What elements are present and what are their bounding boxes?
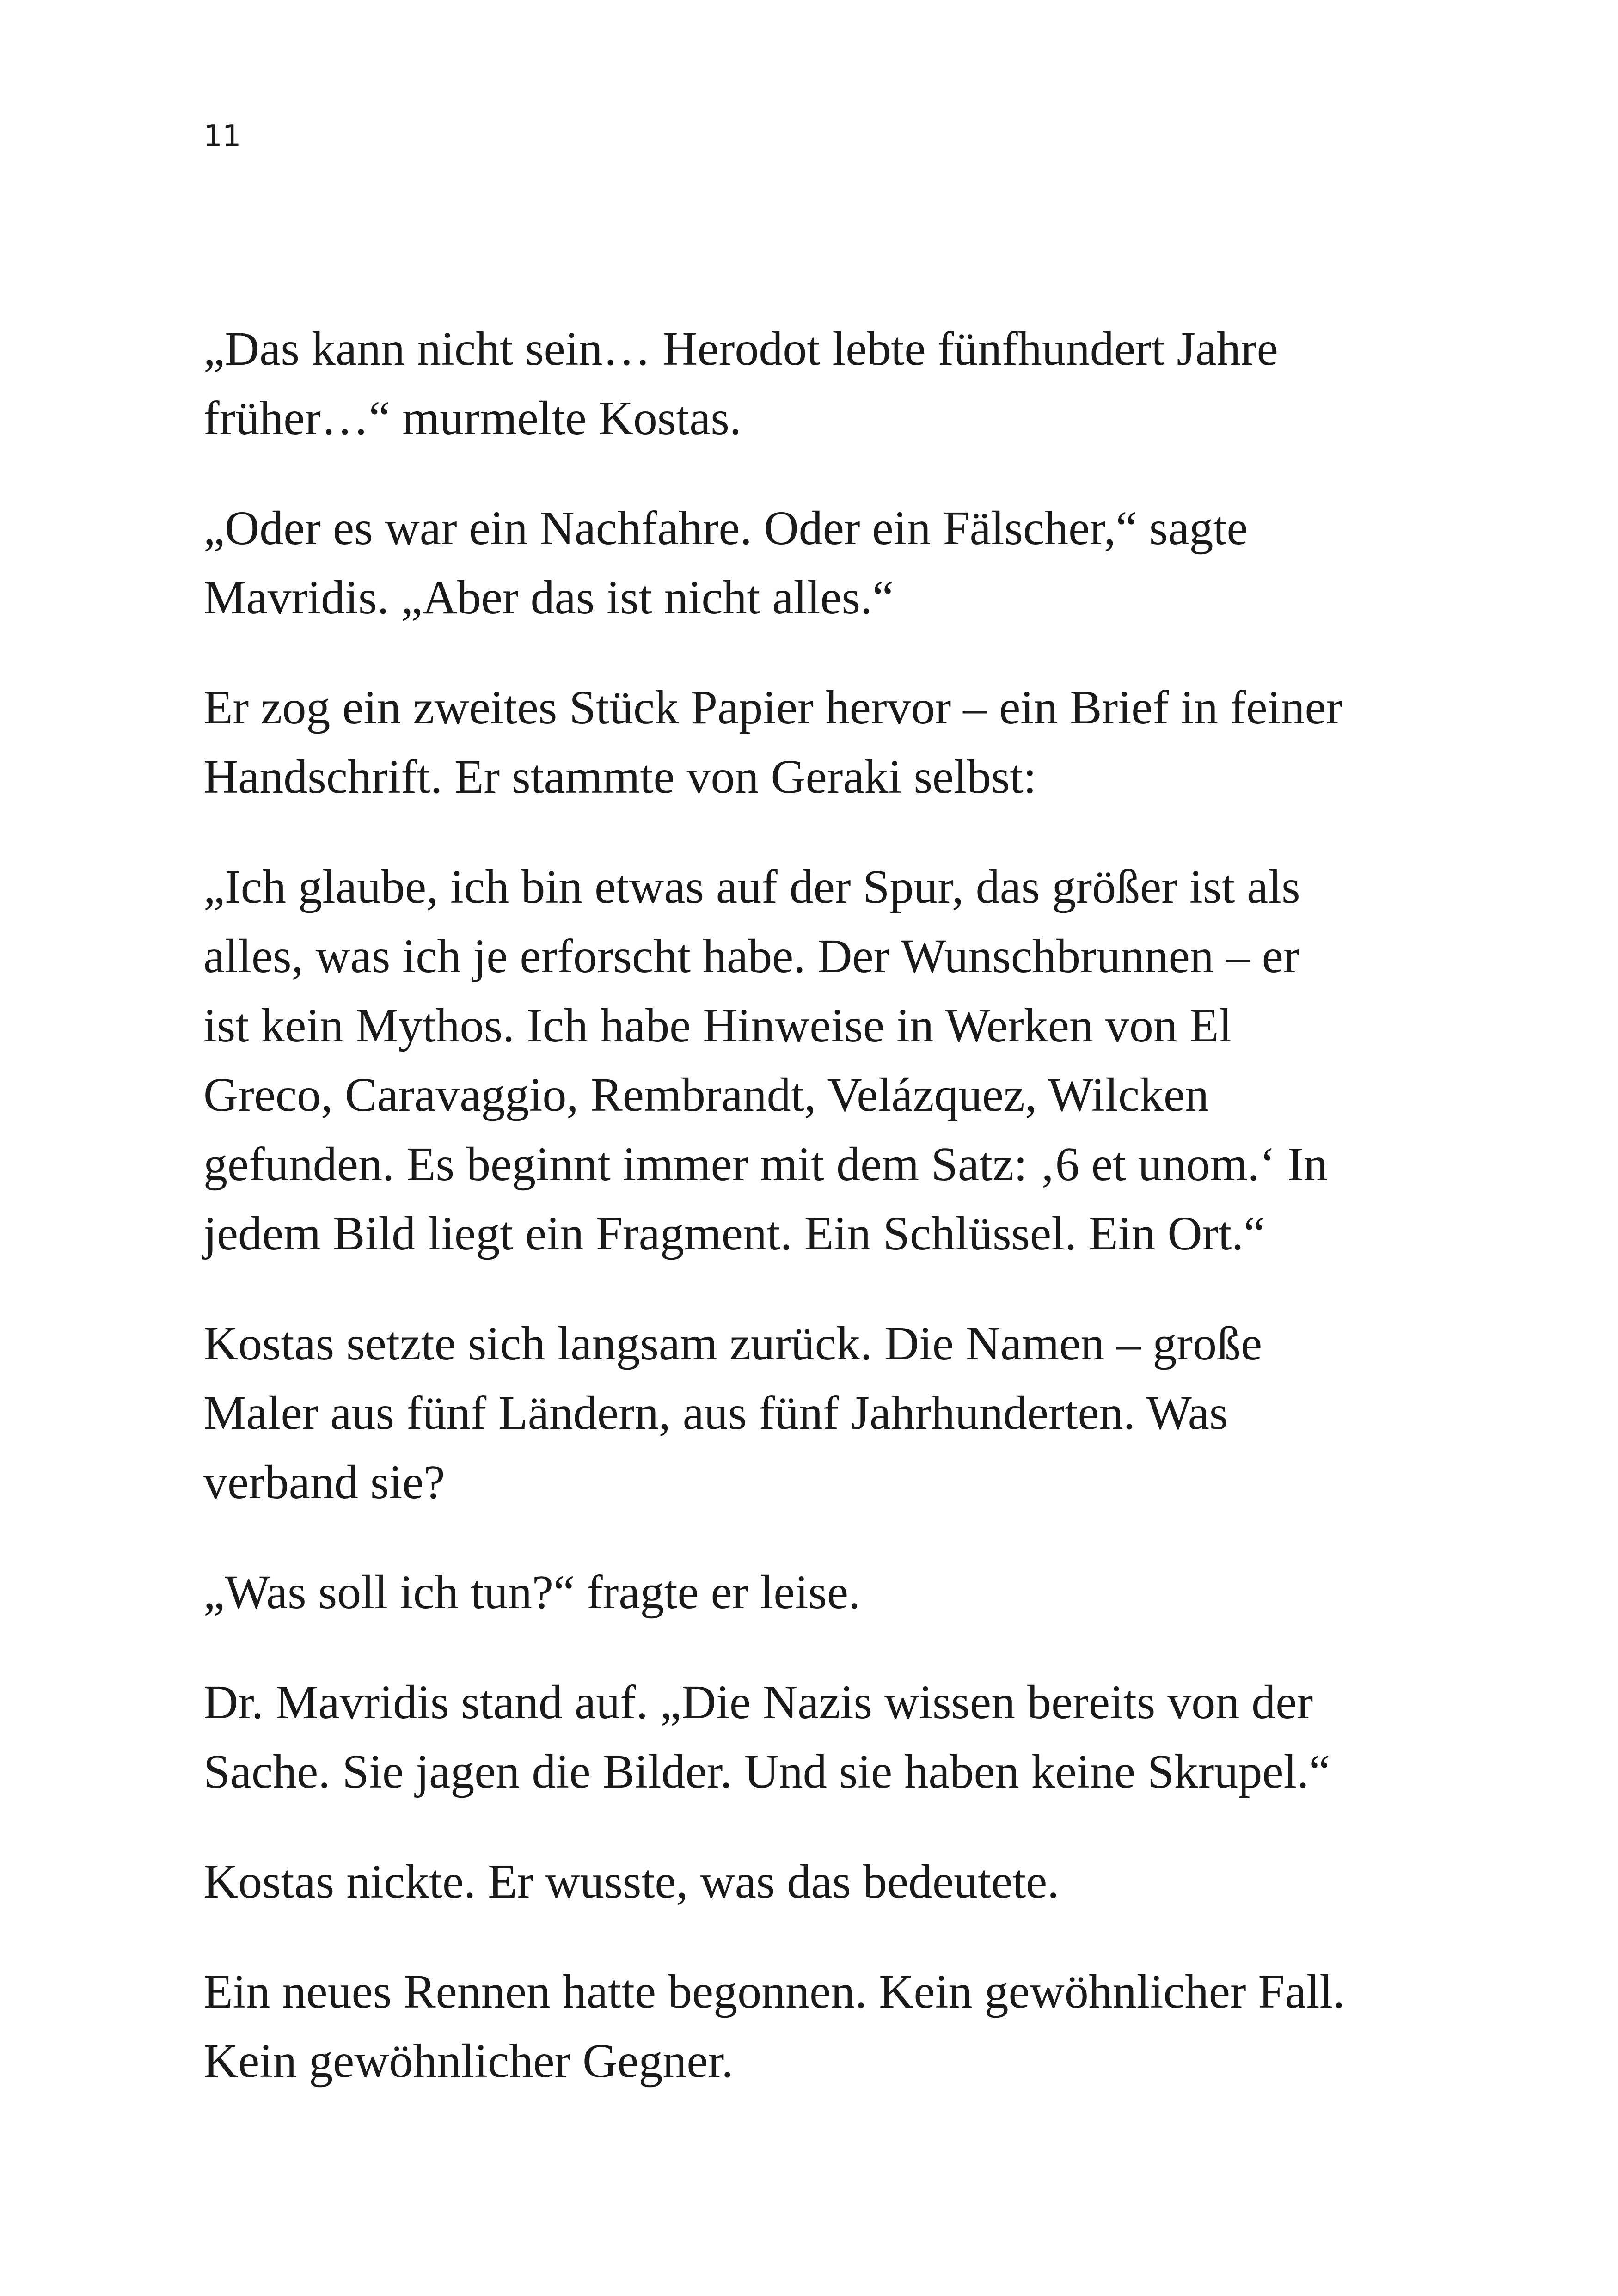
text-line: Er zog ein zweites Stück Papier hervor – ein Brief in feiner (203, 681, 1342, 734)
text-line: „Das kann nicht sein… Herodot lebte fünfhundert Jahre (203, 322, 1278, 375)
paragraph (203, 1309, 1489, 1517)
body-text (203, 314, 1489, 2137)
text-line: alles, was ich je erforscht habe. Der Wunschbrunnen – er (203, 930, 1299, 983)
text-line: Mavridis. „Aber das ist nicht alles.“ (203, 571, 894, 624)
text-line: Maler aus fünf Ländern, aus fünf Jahrhunderten. Was (203, 1386, 1228, 1439)
text-line: gefunden. Es beginnt immer mit dem Satz: ‚6 et unom.‘ In (203, 1138, 1328, 1191)
text-line: Ein neues Rennen hatte begonnen. Kein gewöhnlicher Fall. (203, 1965, 1345, 2018)
text-line: „Oder es war ein Nachfahre. Oder ein Fälscher,“ sagte (203, 502, 1248, 555)
page-number: 11 (203, 119, 241, 153)
text-line: Kein gewöhnlicher Gegner. (203, 2034, 734, 2088)
text-line: Kostas setzte sich langsam zurück. Die Namen – große (203, 1317, 1263, 1370)
paragraph (203, 494, 1489, 632)
text-line: Dr. Mavridis stand auf. „Die Nazis wissen bereits von der (203, 1676, 1313, 1729)
text-line: verband sie? (203, 1456, 445, 1509)
text-line: Kostas nickte. Er wusste, was das bedeutete. (203, 1855, 1060, 1908)
paragraph (203, 1558, 1489, 1627)
paragraph (203, 1957, 1489, 2096)
text-line: früher…“ murmelte Kostas. (203, 392, 742, 445)
paragraph (203, 673, 1489, 812)
text-line: Greco, Caravaggio, Rembrandt, Velázquez, Wilcken (203, 1068, 1209, 1121)
text-line: jedem Bild liegt ein Fragment. Ein Schlüssel. Ein Ort.“ (203, 1207, 1265, 1260)
paragraph (203, 314, 1489, 453)
text-line: „Ich glaube, ich bin etwas auf der Spur, das größer ist als (203, 860, 1300, 913)
paragraph (203, 1668, 1489, 1806)
paragraph (203, 1847, 1489, 1916)
paragraph (203, 852, 1489, 1268)
text-line: Handschrift. Er stammte von Geraki selbst: (203, 750, 1037, 803)
text-line: ist kein Mythos. Ich habe Hinweise in Werken von El (203, 999, 1232, 1052)
text-line: Sache. Sie jagen die Bilder. Und sie haben keine Skrupel.“ (203, 1745, 1330, 1798)
text-line: „Was soll ich tun?“ fragte er leise. (203, 1566, 861, 1619)
